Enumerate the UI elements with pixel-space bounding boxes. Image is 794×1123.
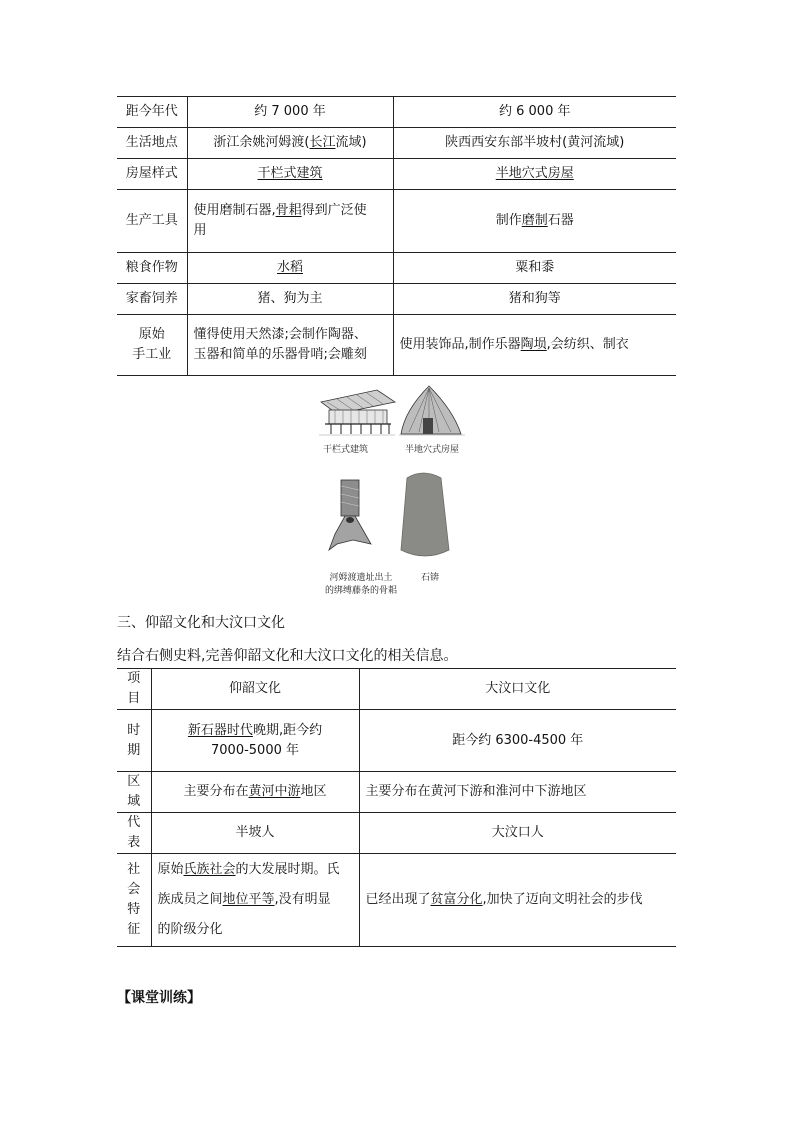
hemudu-cell: 水稻 — [187, 253, 393, 284]
header-dawenkou: 大汶口文化 — [359, 669, 676, 710]
dawenkou-cell: 距今约 6300-4500 年 — [359, 710, 676, 772]
hemudu-cell: 使用磨制石器,骨耜得到广泛使 用 — [187, 190, 393, 253]
dawenkou-cell: 大汶口人 — [359, 813, 676, 854]
hemudu-cell: 干栏式建筑 — [187, 159, 393, 190]
header-item: 项目 — [117, 669, 151, 710]
pit-house-caption: 半地穴式房屋 — [405, 445, 460, 455]
row-label: 房屋样式 — [117, 159, 187, 190]
row-label: 原始 手工业 — [117, 315, 187, 376]
row-label: 社会 特征 — [117, 854, 151, 947]
banpo-cell: 制作磨制石器 — [393, 190, 676, 253]
bone-spade-image — [329, 480, 371, 550]
stone-adze-caption: 石锛 — [421, 573, 440, 583]
table-row — [117, 159, 676, 190]
section-title: 三、仰韶文化和大汶口文化 — [117, 615, 285, 631]
row-label: 家畜饲养 — [117, 284, 187, 315]
table-row — [117, 97, 676, 128]
stone-adze-image — [401, 473, 449, 556]
row-label: 距今年代 — [117, 97, 187, 128]
hemudu-cell: 约 7 000 年 — [187, 97, 393, 128]
table-row — [117, 813, 676, 854]
culture-comparison-table — [117, 96, 676, 376]
header-yangshao: 仰韶文化 — [151, 669, 359, 710]
banpo-cell: 陕西西安东部半坡村(黄河流域) — [393, 128, 676, 159]
table-row — [117, 315, 676, 376]
intro-text: 结合右侧史料,完善仰韶文化和大汶口文化的相关信息。 — [117, 648, 458, 664]
table-row — [117, 253, 676, 284]
illustration-art — [315, 380, 475, 600]
hemudu-cell: 猪、狗为主 — [187, 284, 393, 315]
row-label: 区域 — [117, 772, 151, 813]
yangshao-cell: 新石器时代晚期,距今约 7000-5000 年 — [151, 710, 359, 772]
banpo-cell: 使用装饰品,制作乐器陶埙,会纺织、制衣 — [393, 315, 676, 376]
table-row — [117, 190, 676, 253]
yangshao-cell: 原始氏族社会的大发展时期。氏 族成员之间地位平等,没有明显 的阶级分化 — [151, 854, 359, 947]
row-label: 代表 — [117, 813, 151, 854]
row-label: 粮食作物 — [117, 253, 187, 284]
illustration-group — [315, 380, 475, 600]
table-row — [117, 128, 676, 159]
row-label: 生活地点 — [117, 128, 187, 159]
dawenkou-cell: 主要分布在黄河下游和淮河中下游地区 — [359, 772, 676, 813]
table-row — [117, 772, 676, 813]
banpo-cell: 粟和黍 — [393, 253, 676, 284]
hemudu-cell: 浙江余姚河姆渡(长江流域) — [187, 128, 393, 159]
banpo-cell: 约 6 000 年 — [393, 97, 676, 128]
pit-house-image — [399, 386, 465, 435]
row-label: 时期 — [117, 710, 151, 772]
yangshao-cell: 半坡人 — [151, 813, 359, 854]
stilt-house-image — [319, 390, 395, 435]
dawenkou-cell: 已经出现了贫富分化,加快了迈向文明社会的步伐 — [359, 854, 676, 947]
hemudu-cell: 懂得使用天然漆;会制作陶器、 玉器和简单的乐器骨哨;会雕刻 — [187, 315, 393, 376]
row-label: 生产工具 — [117, 190, 187, 253]
table-row — [117, 854, 676, 947]
table-row — [117, 710, 676, 772]
yangshao-dawenkou-table — [117, 668, 676, 947]
banpo-cell: 猪和狗等 — [393, 284, 676, 315]
classroom-training-heading: 【课堂训练】 — [117, 990, 201, 1006]
stilt-house-caption: 干栏式建筑 — [323, 445, 369, 455]
bone-spade-caption: 河姆渡遗址出土 的绑缚藤条的骨耜 — [325, 573, 398, 596]
table-header-row — [117, 669, 676, 710]
banpo-cell: 半地穴式房屋 — [393, 159, 676, 190]
yangshao-cell: 主要分布在黄河中游地区 — [151, 772, 359, 813]
table-row — [117, 284, 676, 315]
